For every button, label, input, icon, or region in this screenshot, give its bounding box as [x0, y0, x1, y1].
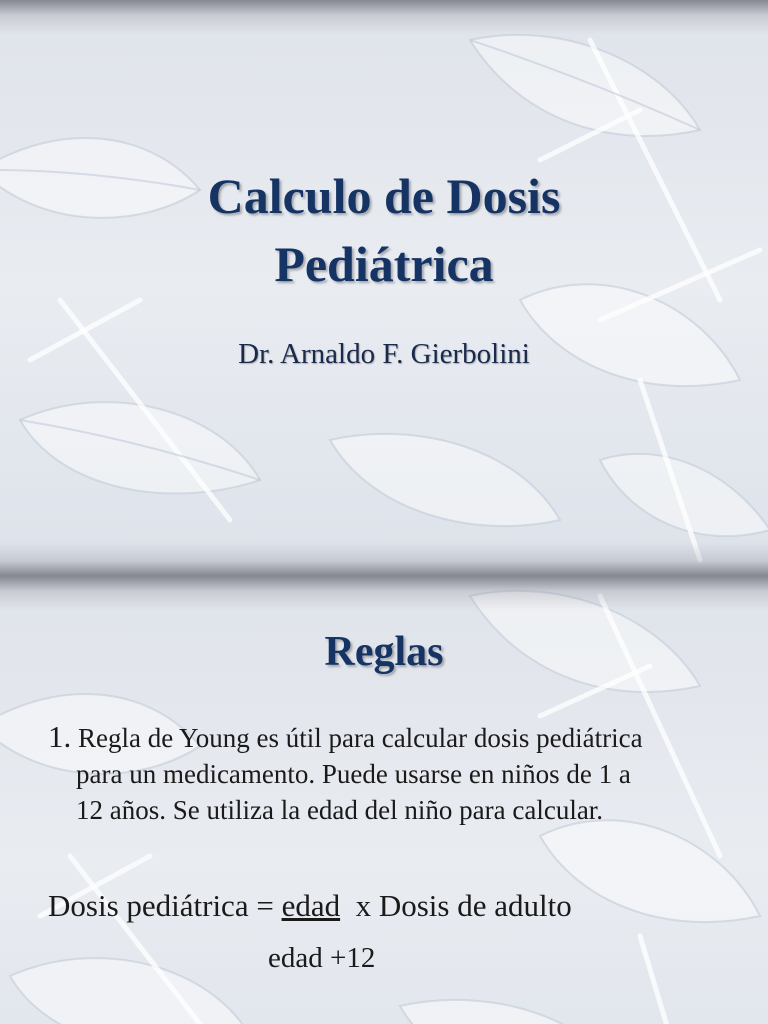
rule-number: 1. [48, 719, 72, 754]
rule-text-1: Regla de Young es útil para calcular dosis pediátrica [78, 723, 643, 753]
formula-numerator: edad [281, 888, 341, 923]
slide-title [0, 162, 768, 298]
rules-slide [0, 576, 768, 1024]
title-line-1: Calculo de Dosis [207, 168, 561, 224]
rule-line-2: para un medicamento. Puede usarse en niños de 1 a [76, 759, 631, 789]
rule-line-3: 12 años. Se utiliza la edad del niño para calcular. [76, 795, 604, 825]
author-subtitle: Dr. Arnaldo F. Gierbolini [238, 338, 530, 370]
rule-line-1 [48, 719, 748, 756]
rule-item [48, 719, 748, 828]
formula-rhs: x Dosis de adulto [340, 888, 572, 923]
formula-denominator: edad +12 [268, 942, 376, 974]
slide-title: Reglas [324, 629, 444, 675]
title-line-2: Pediátrica [274, 236, 494, 292]
formula-lhs: Dosis pediátrica = [48, 888, 282, 923]
dose-formula [48, 886, 572, 926]
